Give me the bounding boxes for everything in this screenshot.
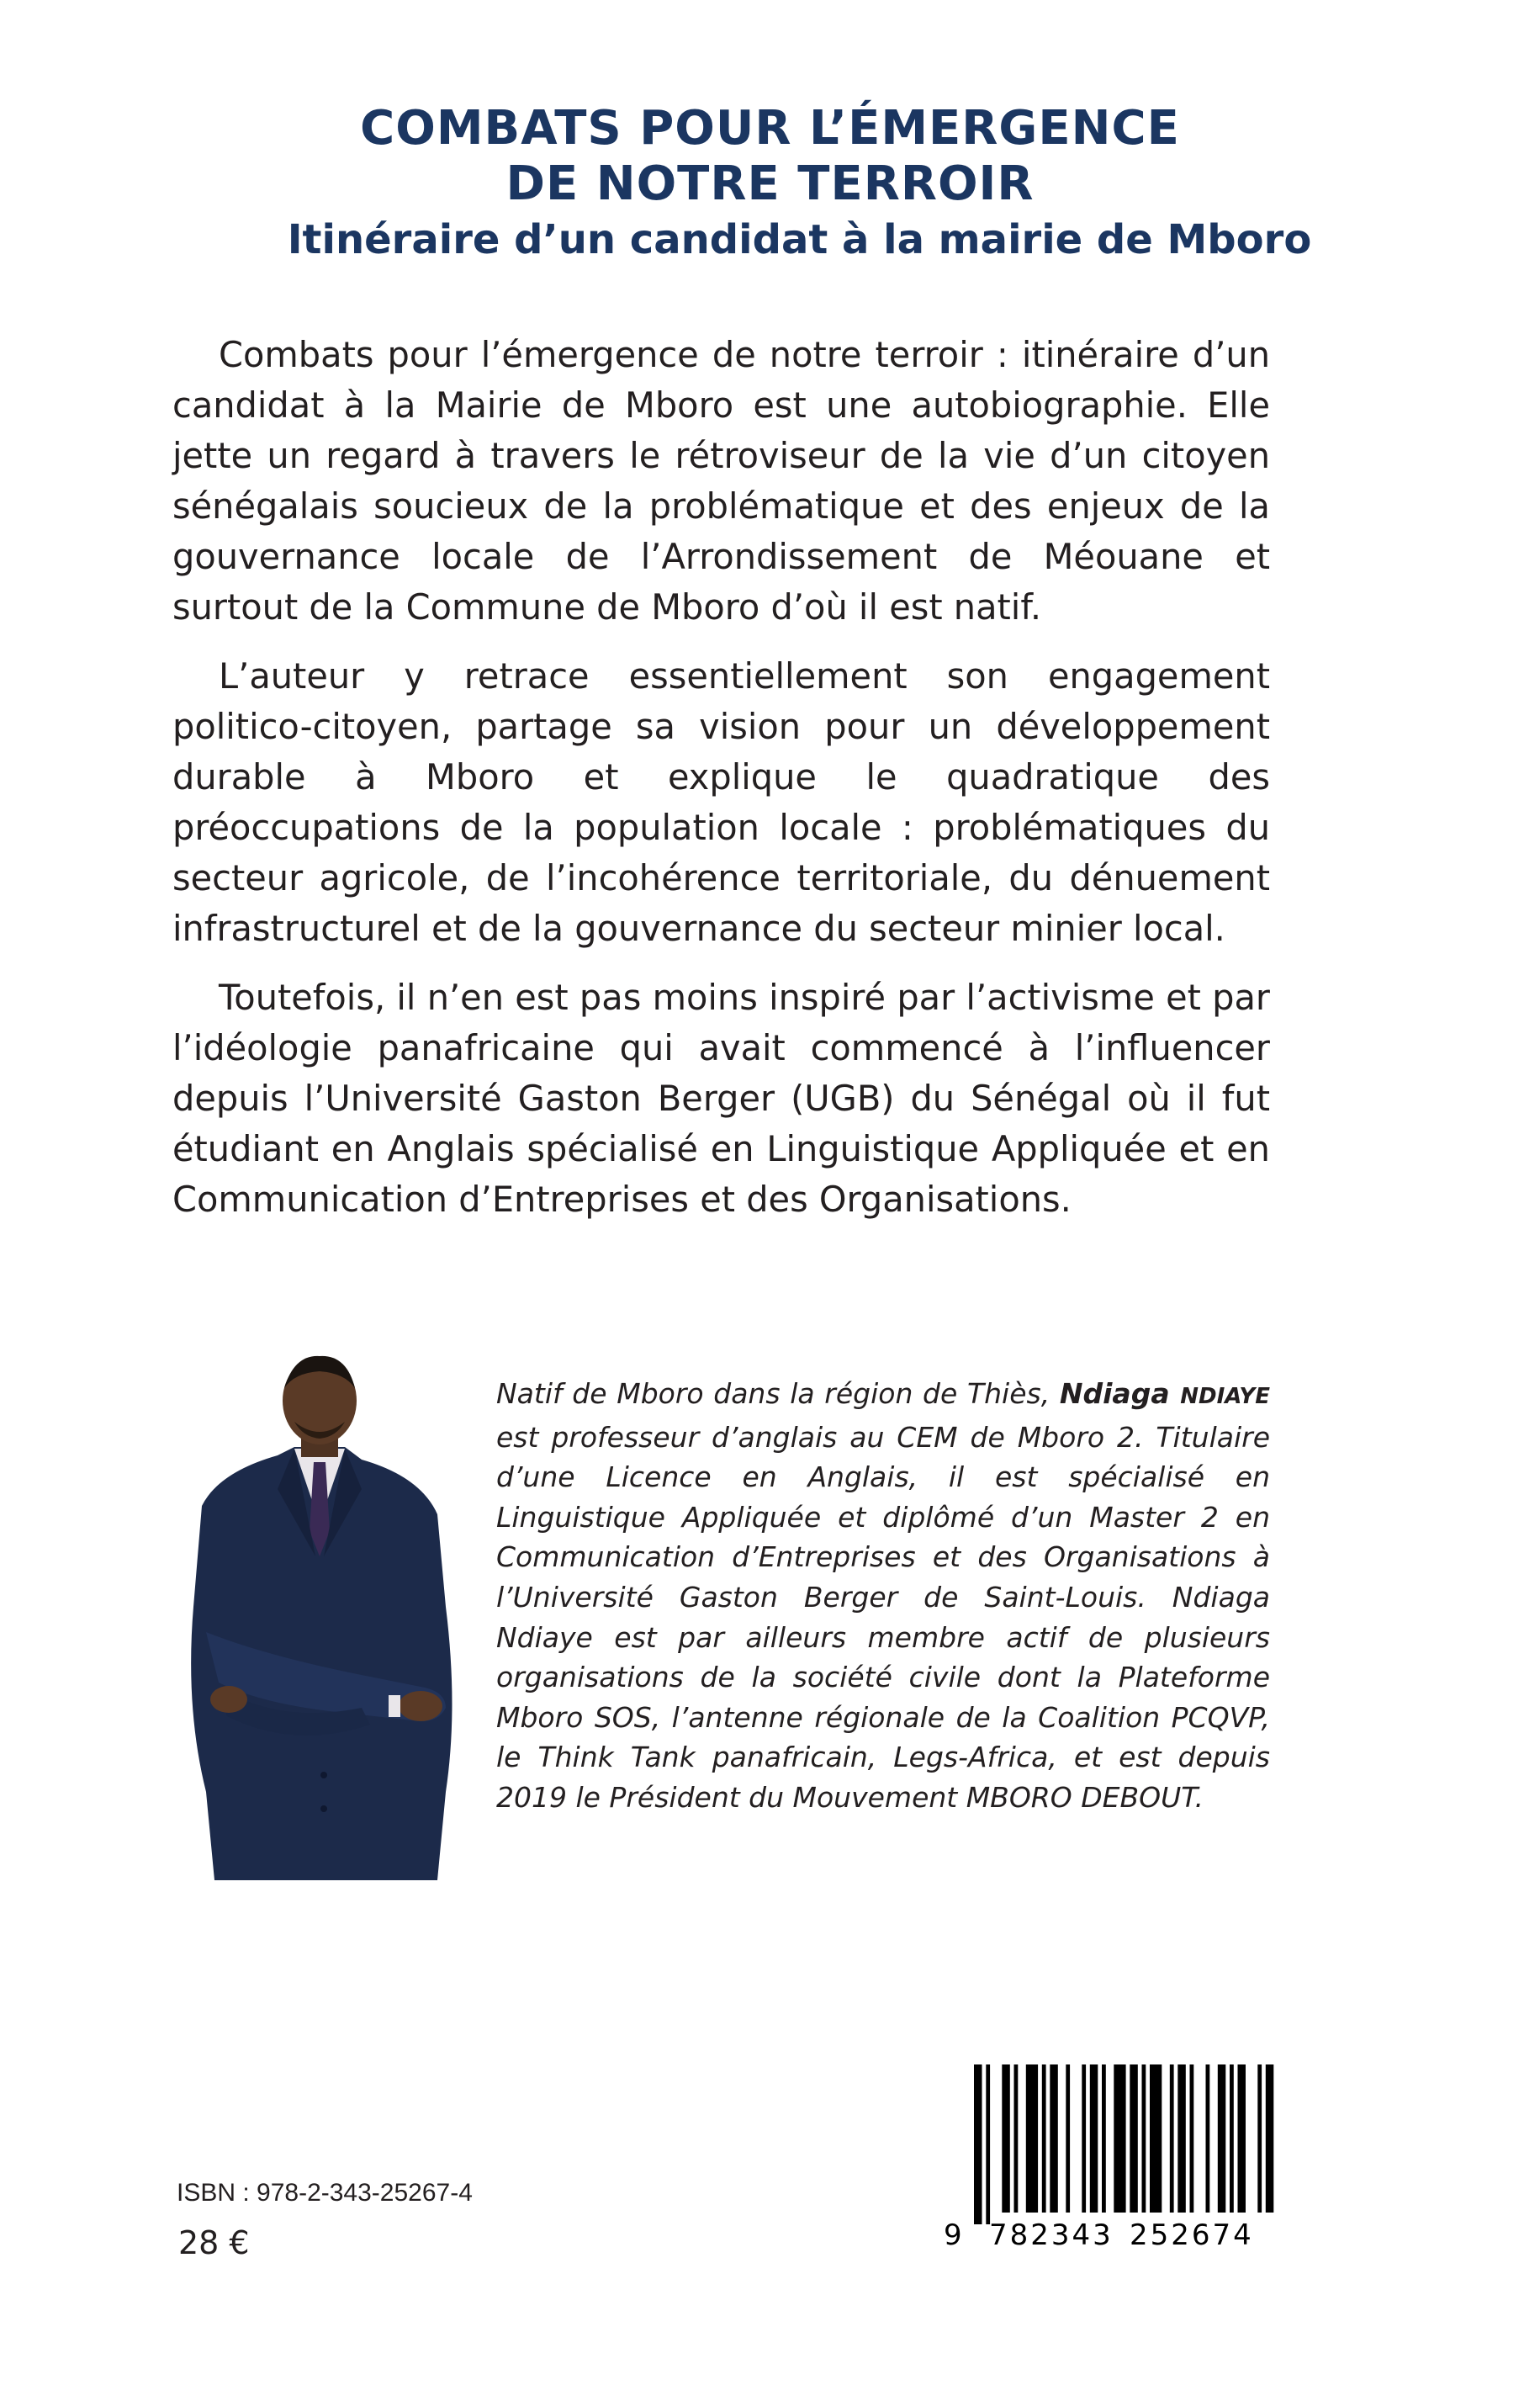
summary-paragraph-1: Combats pour l’émergence de notre terroir : itinéraire d’un candidat à la Mairie de Mboro est une autobiographie. Elle jette un regard à travers le rétroviseur de la vie d’un citoyen sénégalais soucieux de la problématique et des enjeux de la gouvernance locale de l’Arrondissement de Méouane et surtout de la Commune de Mboro d’où il est natif.	[172, 334, 1270, 628]
author-photo	[168, 1354, 471, 1880]
barcode-bar	[1026, 2064, 1038, 2213]
barcode-bar	[1066, 2064, 1070, 2213]
price: 28 €	[178, 2224, 250, 2261]
barcode-bar	[1238, 2064, 1246, 2213]
barcode	[940, 2061, 1277, 2259]
isbn: ISBN : 978-2-343-25267-4	[177, 2179, 473, 2207]
cover-header	[0, 101, 1540, 268]
bio-intro: Natif de Mboro dans la région de Thiès,	[496, 1377, 1060, 1410]
barcode-bar	[986, 2064, 990, 2224]
book-title-line-2: DE NOTRE TERROIR	[505, 156, 1035, 211]
barcode-digits-group-2: 252674	[1130, 2218, 1254, 2252]
barcode-bar	[1257, 2064, 1262, 2213]
book-subtitle: Itinéraire d’un candidat à la mairie de Mboro	[287, 216, 1312, 263]
author-bio	[496, 1374, 1270, 1818]
author-last-name: NDIAYE	[1180, 1384, 1271, 1409]
barcode-bars	[974, 2064, 1277, 2224]
barcode-bar	[1142, 2064, 1146, 2213]
barcode-bar	[1266, 2064, 1274, 2213]
barcode-bar	[1102, 2064, 1106, 2213]
barcode-bar	[1218, 2064, 1226, 2213]
barcode-bar	[1002, 2064, 1010, 2213]
barcode-bar	[974, 2064, 982, 2224]
barcode-bar	[1082, 2064, 1086, 2213]
barcode-bar	[1130, 2064, 1138, 2213]
summary-paragraph-3: Toutefois, il n’en est pas moins inspiré par l’activisme et par l’idéologie panafricaine qui avait commencé à l’influencer depuis l’Université Gaston Berger (UGB) du Sénégal où il fut étudiant en Anglais spécialisé en Linguistique Appliquée et en Communication d’Entreprises et des Organisations.	[172, 977, 1270, 1220]
summary-paragraph-2: L’auteur y retrace essentiellement son engagement politico-citoyen, partage sa vision pour un développement durable à Mboro et explique le quadratique des préoccupations de la population locale : problématiques du secteur agricole, de l’incohérence territoriale, du dénuement infrastructurel et de la gouvernance du secteur minier local.	[172, 655, 1270, 949]
author-first-name: Ndiaga	[1059, 1377, 1181, 1410]
barcode-bar	[1050, 2064, 1058, 2213]
barcode-bar	[1206, 2064, 1210, 2213]
barcode-bar	[1042, 2064, 1046, 2213]
barcode-bar	[1014, 2064, 1019, 2213]
barcode-bar	[1230, 2064, 1234, 2213]
barcode-digits-group-1: 782343	[989, 2218, 1114, 2252]
bio-text: est professeur d’anglais au CEM de Mboro 2. Titulaire d’une Licence en Anglais, il est spécialisé en Linguistique Appliquée et diplômé d’un Master 2 en Communication d’Entreprises et des Organisations à l’Université Gaston Berger de Saint-Louis. Ndiaga Ndiaye est par ailleurs membre actif de plusieurs organisations de la société civile dont la Plateforme Mboro SOS, l’antenne régionale de la Coalition PCQVP, le Think Tank panafricain, Legs-Africa, et est depuis 2019 le Président du Mouvement MBORO DEBOUT.	[496, 1420, 1270, 1814]
barcode-bar	[1177, 2064, 1186, 2213]
barcode-bar	[1090, 2064, 1098, 2213]
barcode-bar	[1114, 2064, 1125, 2213]
book-title-line-1: COMBATS POUR L’ÉMERGENCE	[360, 101, 1180, 156]
barcode-bar	[1150, 2064, 1162, 2213]
book-summary	[172, 330, 1270, 1243]
barcode-bar	[1190, 2064, 1194, 2213]
barcode-bar	[1170, 2064, 1174, 2213]
barcode-digit-first: 9	[944, 2218, 962, 2252]
